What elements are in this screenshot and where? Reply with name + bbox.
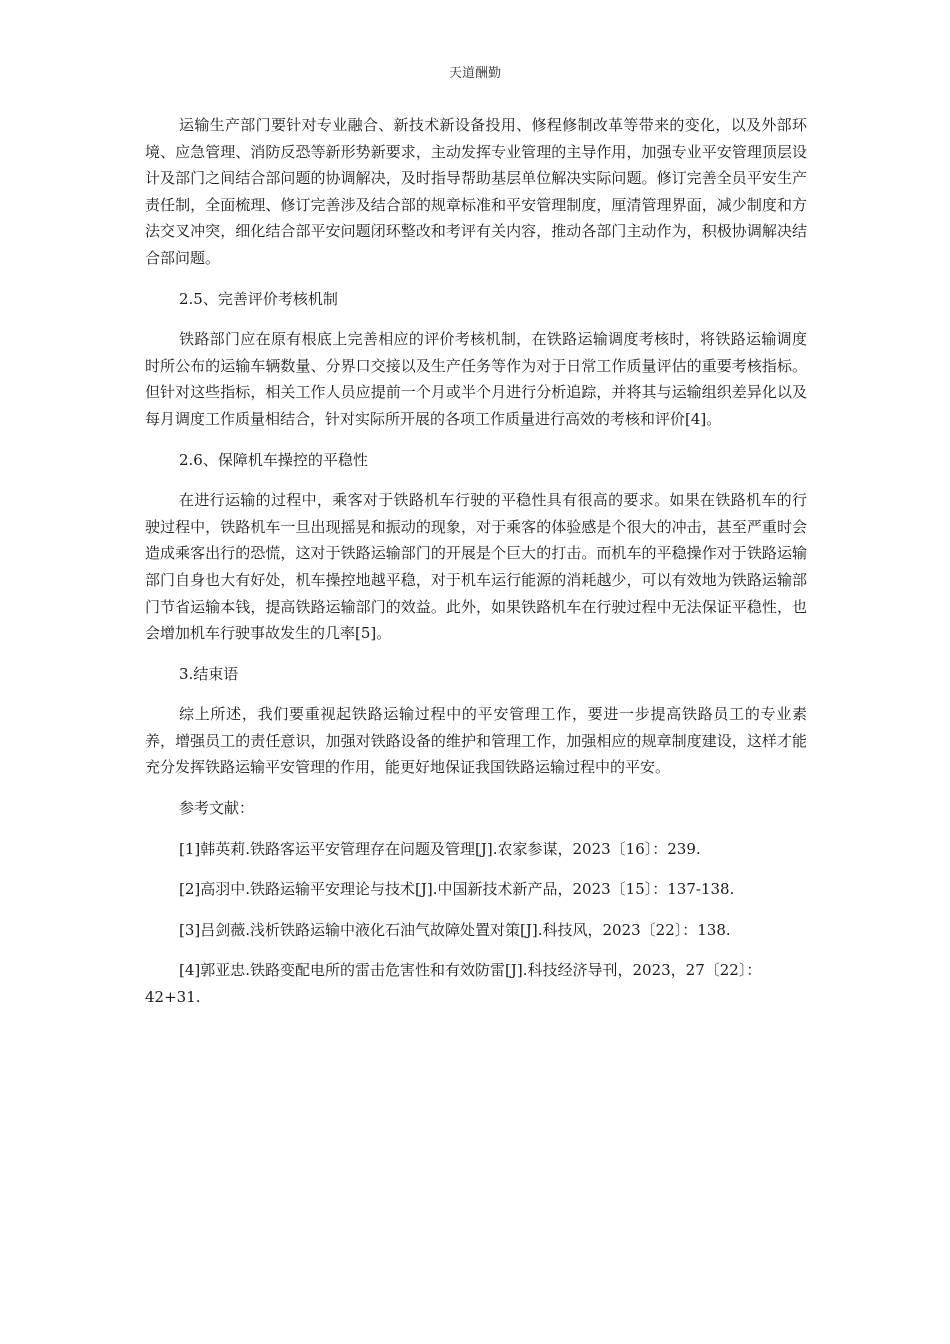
- document-body: [145, 112, 807, 1025]
- section-heading-2-5: 2.5、完善评价考核机制: [179, 289, 338, 308]
- paragraph-locomotive-stability: 在进行运输的过程中，乘客对于铁路机车行驶的平稳性具有很高的要求。如果在铁路机车的行驶过程中，铁路机车一旦出现摇晃和振动的现象，对于乘客的体验感是个很大的冲击，甚至严重时会造成乘客出行的恐慌，这对于铁路运输部门的开展是个巨大的打击。而机车的平稳操作对于铁路运输部门自身也大有好处，机车操控地越平稳，对于机车运行能源的消耗越少，可以有效地为铁路运输部门节省运输本钱，提高铁路运输部门的效益。此外，如果铁路机车在行驶过程中无法保证平稳性，也会增加机车行驶事故发生的几率[5]。: [145, 491, 807, 643]
- paragraph-department-responsibility: 运输生产部门要针对专业融合、新技术新设备投用、修程修制改革等带来的变化，以及外部环境、应急管理、消防反恐等新形势新要求，主动发挥专业管理的主导作用，加强专业平安管理顶层设计及部门之间结合部问题的协调解决，及时指导帮助基层单位解决实际问题。修订完善全员平安生产责任制，全面梳理、修订完善涉及结合部的规章标准和平安管理制度，厘清管理界面，减少制度和方法交叉冲突，细化结合部平安问题闭环整改和考评有关内容，推动各部门主动作为，积极协调解决结合部问题。: [145, 116, 807, 267]
- paragraph-evaluation-mechanism: 铁路部门应在原有根底上完善相应的评价考核机制，在铁路运输调度考核时，将铁路运输调度时所公布的运输车辆数量、分界口交接以及生产任务等作为对于日常工作质量评估的重要考核指标。但针对这些指标，相关工作人员应提前一个月或半个月进行分析追踪，并将其与运输组织差异化以及每月调度工作质量相结合，针对实际所开展的各项工作质量进行高效的考核和评价[4]。: [145, 330, 807, 428]
- reference-item: [4]郭亚忠.铁路变配电所的雷击危害性和有效防雷[J].科技经济导刊，2023，27〔22〕：42+31.: [145, 961, 762, 1007]
- reference-item: [2]高羽中.铁路运输平安理论与技术[J].中国新技术新产品，2023〔15〕：137-138.: [179, 880, 735, 899]
- reference-item: [1]韩英莉.铁路客运平安管理存在问题及管理[J].农家参谋，2023〔16〕：239.: [179, 839, 701, 858]
- references-title: 参考文献：: [179, 799, 255, 818]
- section-heading-2-6: 2.6、保障机车操控的平稳性: [179, 450, 368, 469]
- section-heading-3: 3.结束语: [179, 664, 239, 683]
- reference-item: [3]吕剑薇.浅析铁路运输中液化石油气故障处置对策[J].科技风，2023〔22〕：138.: [179, 920, 731, 939]
- page-header: 天道酬勤: [448, 66, 501, 81]
- paragraph-conclusion: 综上所述，我们要重视起铁路运输过程中的平安管理工作，要进一步提高铁路员工的专业素养，增强员工的责任意识，加强对铁路设备的维护和管理工作，加强相应的规章制度建设，这样才能充分发挥铁路运输平安管理的作用，能更好地保证我国铁路运输过程中的平安。: [145, 705, 807, 777]
